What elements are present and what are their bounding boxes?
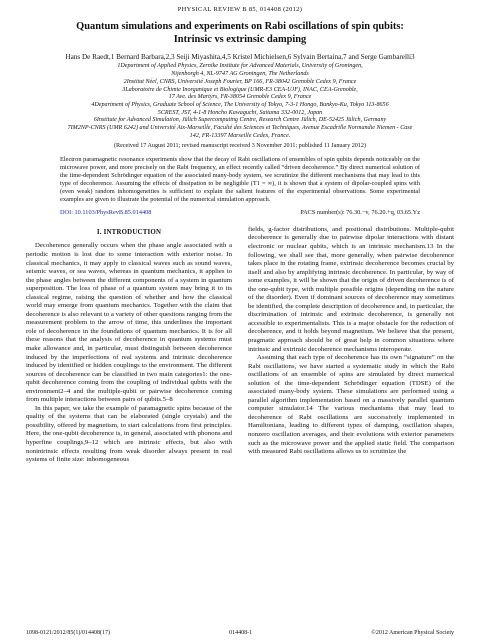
affiliation-line: 6Institute for Advanced Simulation, Jülich Supercomputing Centre, Research Centre Jülich, DE-52425 Jülich, Germany xyxy=(93,117,387,124)
affiliation-line: 1Department of Applied Physics, Zernike Institute for Advanced Materials, University of Groningen, xyxy=(117,63,363,70)
footer-issn: 1098-0121/2012/85(1)/014408(17) xyxy=(26,630,110,636)
pacs-numbers: PACS number(s): 76.30.−v, 76.20.+q, 03.65.Yz xyxy=(300,208,420,216)
affiliation-line: 4Department of Physics, Graduate School of Science, The University of Tokyo, 7-3-1 Hongo, Bunkyo-Ku, Tokyo 113-8656 xyxy=(91,101,389,108)
doi-link[interactable]: DOI: 10.1103/PhysRevB.85.014408 xyxy=(60,208,152,216)
doi-pacs-line xyxy=(60,209,420,216)
paragraph: In this paper, we take the example of paramagnetic spins because of the quality of the systems that can be elaborated (single crystals) and the possibility, offered by magnetism, to start calculations from first principles. Here, the one-qubit decoherence is, in general, associated with phonons and hyperfine couplings,9–12 which are intrinsic effects, but also with nonintrinsic effects resulting from weak disorder always present in real systems of finite size: inhomogeneous xyxy=(26,404,232,464)
paragraph: Decoherence generally occurs when the phase angle associated with a periodic motion is lost due to some interaction with exterior noise. In classical mechanics, it may apply to classical waves such as sound waves, seismic waves, or sea waves, whereas in quantum mechanics, it applies to the phase angles between the different components of a system in quantum superposition. The loss of phase of a quantum system may bring it to its classical regime, raising the question of whether and how the classical world may emerge from quantum mechanics. Together with the claim that decoherence is also relevant to a variety of other questions ranging from the measurement problem to the arrow of time, this underlines the important role of decoherence in the foundations of quantum mechanics. It is for all these reasons that the analysis of decoherence in quantum systems must make allowance and, in particular, must distinguish between decoherence induced by the imperfections of real systems and intrinsic decoherence induced by identified or hidden couplings to the environment. The different sources of decoherence can be classified in two main categories1: the one-qubit decoherence coming from the coupling of individual qubits with the environment2–4 and the multiple-qubit or pairwise decoherence coming from multiple interactions between pairs of qubits.5–8 xyxy=(26,242,232,404)
author-line-1: Hans De Raedt,1 Bernard Barbara,2,3 Seiji Miyashita,4,5 Kristel Michielsen,6 Sylvain Bertaina,7 and Serge Gambarelli3 xyxy=(65,53,415,62)
affiliation-line: 142, FR-13397 Marseille Cedex, France. xyxy=(189,132,291,139)
affiliation-line: Nijenborgh 4, NL-9747 AG Groningen, The Netherlands xyxy=(171,71,309,78)
body-columns xyxy=(26,226,454,465)
abstract: Electron paramagnetic resonance experiments show that the decay of Rabi oscillations of ensembles of spin qubits depends noticeably on the microwave power, and more precisely on the Rabi frequency, an effect recently called “driven decoherence.” By direct numerical solution of the time-dependent Schrödinger equation of the associated many-body system, we scrutinize the different mechanisms that may lead to this type of decoherence. Assuming the effects of dissipation to be negligible (T1 = ∞), it is shown that a system of dipolar-coupled spins with (even weak) random inhomogeneities is sufficient to explain the salient features of the experimental observations. Some experimental examples are given to illustrate the potential of the numerical simulation approach. xyxy=(60,156,420,203)
affiliation-line: 17 Ave. des Martyrs, FR-38054 Grenoble Cedex 9, France xyxy=(168,94,312,101)
affiliation-line: 3Laboratoire de Chimie Inorganique et Biologique (UMR-E3 CEA-UJF), INAC, CEA-Grenoble, xyxy=(122,86,358,93)
section-heading: I. INTRODUCTION xyxy=(96,228,162,236)
paragraph: Assuming that each type of decoherence has its own “signature” on the Rabi oscillations, we have started a systematic study in which the Rabi oscillations of an ensemble of spins are simulated by direct numerical solution of the time-dependent Schrödinger equation (TDSE) of the associated many-body system. These simulations are performed using a parallel algorithm implementation based on a massively parallel quantum computer simulator.14 The various mechanisms that may lead to decoherence of Rabi oscillations are successively implemented in Hamiltonians, leading to different types of damping, oscillation shapes, nonzero oscillation averages, and their evolutions with exterior parameters such as the microwave power and the applied static field. The comparison with measured Rabi oscillations allows us to scrutinize the xyxy=(248,354,454,456)
journal-header: PHYSICAL REVIEW B 85, 014408 (2012) xyxy=(177,6,303,13)
affiliations xyxy=(26,63,454,140)
author-list xyxy=(26,53,454,62)
copyright: ©2012 American Physical Society xyxy=(371,630,454,636)
paper-title xyxy=(26,21,454,46)
affiliation-line: 2Institut Néel, CNRS, Université Joseph Fourier, BP 166, FR-38042 Grenoble Cedex 9, France xyxy=(123,78,357,85)
title-line-2: Intrinsic vs extrinsic damping xyxy=(173,33,307,45)
right-column xyxy=(248,226,454,465)
page-footer xyxy=(26,630,454,636)
title-line-1: Quantum simulations and experiments on Rabi oscillations of spin qubits: xyxy=(76,21,404,32)
page-number: 014408-1 xyxy=(229,630,253,636)
paragraph: fields, g-factor distributions, and positional distributions. Multiple-qubit decoherence is generally due to pairwise dipolar interactions with distant electronic or nuclear qubits, which is an intrinsic mechanism.13 In the following, we shall see that, more generally, when pairwise decoherence takes place in the rotating frame, extrinsic decoherence becomes crucial by itself and also by amplifying intrinsic decoherence. In particular, by way of some examples, it will be shown that the origin of driven decoherence is of the one-qubit type, with multiple possible origins (depending on the nature of the disorder). Even if dominant sources of decoherence may sometimes be identified, the complete description of decoherence and, in particular, the discrimination of intrinsic and extrinsic decoherence, is generally not accessible to experimentalists. This is a major obstacle for the reduction of decoherence, and it holds beyond magnetism. We believe that the present, pragmatic approach should be of great help in common situations where intrinsic and extrinsic decoherence mechanisms interoperate. xyxy=(248,225,454,353)
left-column xyxy=(26,226,232,465)
affiliation-line: 7IM2NP-CNRS (UMR 6242) and Université Aix-Marseille, Faculté des Sciences et Techniques, Avenue Escadrille Normandie Niemen - Case xyxy=(67,125,413,132)
affiliation-line: 5CREST, JST, 4-1-8 Honcho Kawaguchi, Saitama 332-0012, Japan xyxy=(157,109,323,116)
received-dates: (Received 17 August 2011; revised manuscript received 3 November 2011; published 11 January 2012) xyxy=(114,143,366,150)
